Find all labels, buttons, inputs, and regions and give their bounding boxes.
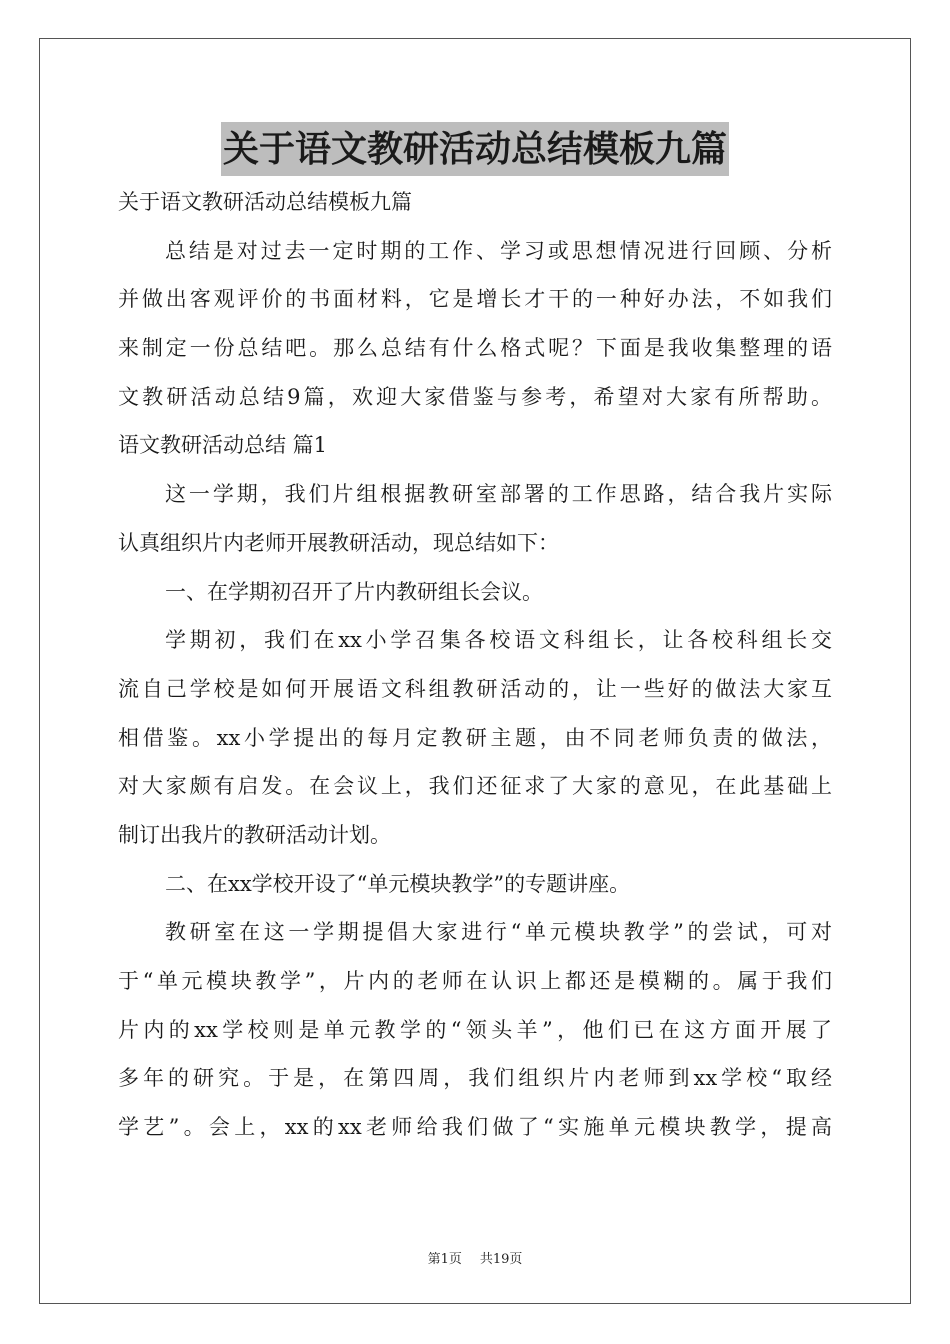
document-title-text: 关于语文教研活动总结模板九篇 [221, 122, 729, 176]
text-line: 学艺”。会上，xx的xx老师给我们做了“实施单元模块教学，提高 [118, 1115, 832, 1140]
text-line: 学期初，我们在xx小学召集各校语文科组长，让各校科组长交 [165, 628, 832, 653]
text-line: 这一学期，我们片组根据教研室部署的工作思路，结合我片实际 [165, 482, 832, 507]
text-line: 相借鉴。xx小学提出的每月定教研主题，由不同老师负责的做法， [118, 725, 832, 750]
text-line: 一、在学期初召开了片内教研组长会议。 [165, 579, 543, 604]
document-title [0, 122, 950, 176]
text-line: 于“单元模块教学”，片内的老师在认识上都还是模糊的。属于我们 [118, 969, 832, 993]
text-line: 片内的xx学校则是单元教学的“领头羊”，他们已在这方面开展了 [118, 1017, 832, 1042]
text-line: 对大家颇有启发。在会议上，我们还征求了大家的意见，在此基础上 [118, 774, 832, 799]
text-line: 总结是对过去一定时期的工作、学习或思想情况进行回顾、分析 [165, 238, 832, 263]
text-line: 并做出客观评价的书面材料，它是增长才干的一种好办法，不如我们 [118, 287, 832, 312]
text-line: 文教研活动总结9篇，欢迎大家借鉴与参考，希望对大家有所帮助。 [118, 384, 832, 409]
text-line: 二、在xx学校开设了“单元模块教学”的专题讲座。 [165, 871, 631, 896]
text-line: 关于语文教研活动总结模板九篇 [118, 190, 412, 214]
text-line: 语文教研活动总结 篇1 [118, 433, 328, 458]
text-line: 流自己学校是如何开展语文科组教研活动的，让一些好的做法大家互 [118, 676, 832, 701]
text-line: 来制定一份总结吧。那么总结有什么格式呢？下面是我收集整理的语 [118, 336, 832, 361]
page-footer [0, 1248, 950, 1267]
text-line: 多年的研究。于是，在第四周，我们组织片内老师到xx学校“取经 [118, 1066, 832, 1091]
text-line: 教研室在这一学期提倡大家进行“单元模块教学”的尝试，可对 [165, 920, 832, 945]
page-number: 第1页 [427, 1252, 462, 1267]
text-line: 制订出我片的教研活动计划。 [118, 822, 391, 847]
document-body [118, 178, 832, 1152]
page-total: 共19页 [479, 1252, 523, 1267]
text-line: 认真组织片内老师开展教研活动，现总结如下： [118, 530, 559, 555]
